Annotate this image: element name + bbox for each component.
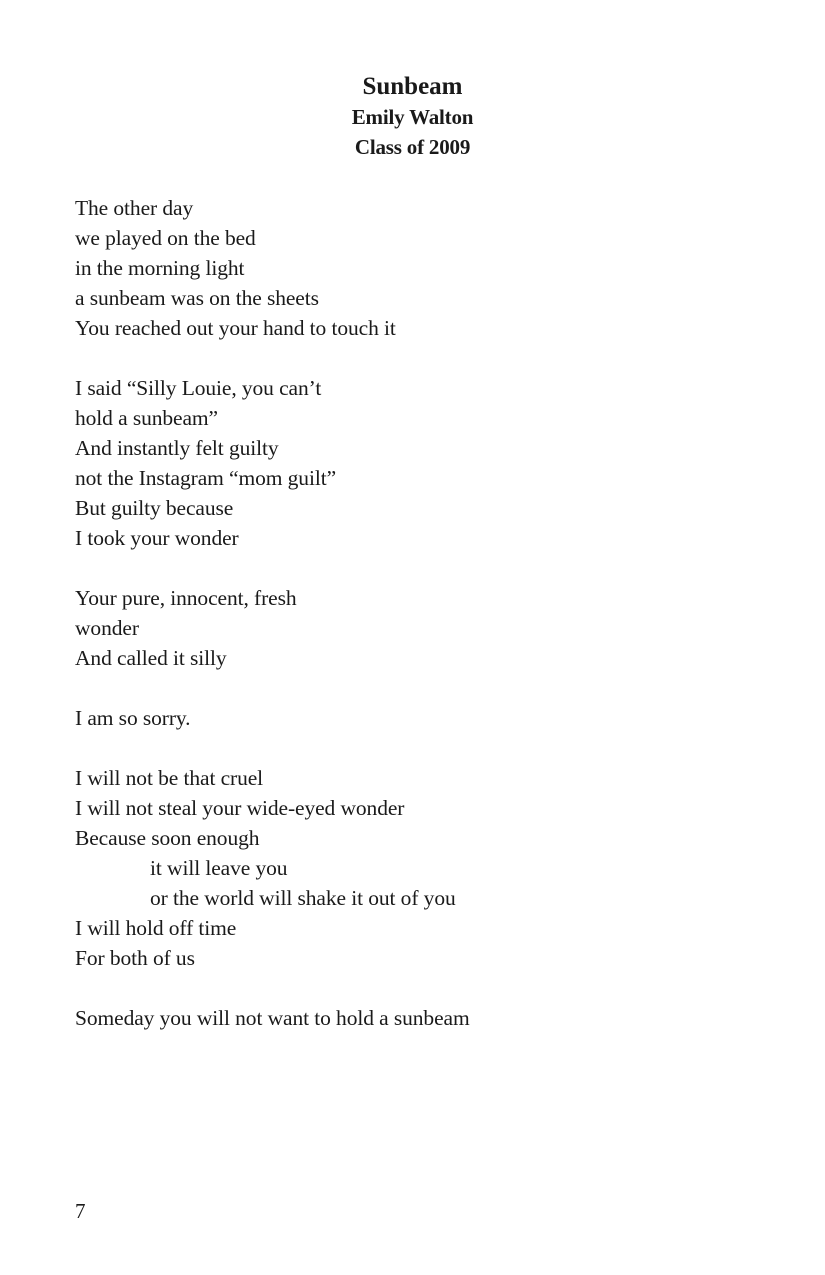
author-class-year: Class of 2009 bbox=[354, 135, 471, 159]
poem-line: For both of us bbox=[75, 946, 195, 970]
poem-line: And instantly felt guilty bbox=[75, 436, 279, 460]
poem-body bbox=[75, 193, 775, 1063]
stanza-1 bbox=[75, 193, 775, 343]
stanza-2 bbox=[75, 373, 775, 553]
poem-line: Your pure, innocent, fresh bbox=[75, 586, 297, 610]
poem-line-indented: or the world will shake it out of you bbox=[150, 886, 456, 910]
page-number: 7 bbox=[75, 1199, 86, 1223]
poem-line-indented: it will leave you bbox=[150, 856, 288, 880]
poem-line: I said “Silly Louie, you can’t bbox=[75, 376, 322, 400]
poem-line: I am so sorry. bbox=[75, 706, 191, 730]
poem-line: not the Instagram “mom guilt” bbox=[75, 466, 337, 490]
poem-header bbox=[0, 72, 825, 162]
poem-line: And called it silly bbox=[75, 646, 227, 670]
poem-line: we played on the bed bbox=[75, 226, 256, 250]
poem-line: Someday you will not want to hold a sunbeam bbox=[75, 1006, 470, 1030]
poem-line: I will hold off time bbox=[75, 916, 237, 940]
poem-line: I took your wonder bbox=[75, 526, 239, 550]
poem-line: Because soon enough bbox=[75, 826, 260, 850]
stanza-4 bbox=[75, 703, 775, 733]
stanza-6 bbox=[75, 1003, 775, 1033]
poem-author: Emily Walton bbox=[351, 105, 474, 129]
poem-line: in the morning light bbox=[75, 256, 245, 280]
poem-line: I will not steal your wide-eyed wonder bbox=[75, 796, 405, 820]
poem-title: Sunbeam bbox=[362, 73, 463, 100]
poem-line: But guilty because bbox=[75, 496, 234, 520]
poem-line: hold a sunbeam” bbox=[75, 406, 218, 430]
poem-line: The other day bbox=[75, 196, 194, 220]
stanza-3 bbox=[75, 583, 775, 673]
poem-line: a sunbeam was on the sheets bbox=[75, 286, 319, 310]
poem-line: I will not be that cruel bbox=[75, 766, 264, 790]
poem-line: You reached out your hand to touch it bbox=[75, 316, 396, 340]
poem-line: wonder bbox=[75, 616, 139, 640]
stanza-5 bbox=[75, 763, 775, 973]
